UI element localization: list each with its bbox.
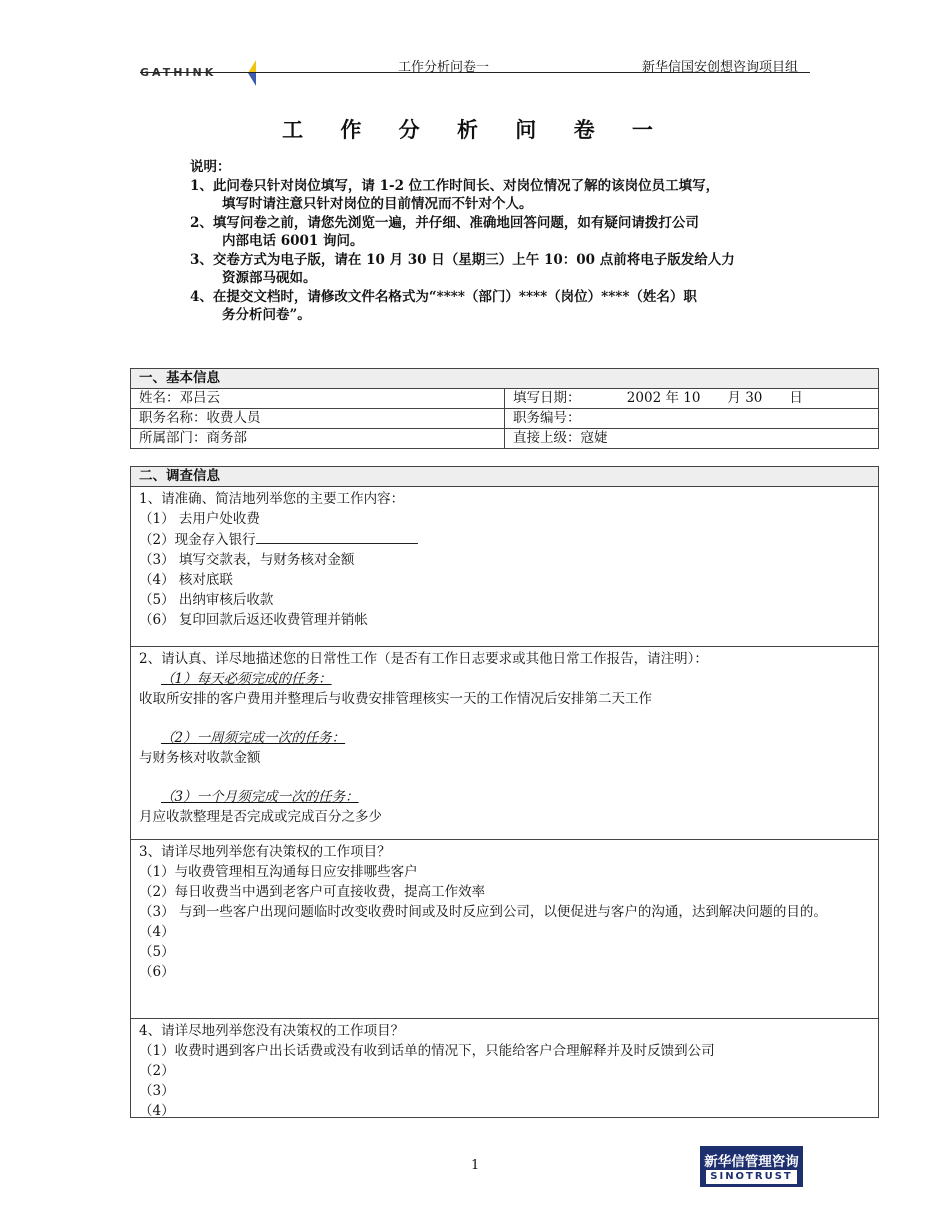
basic-info-table (130, 368, 879, 449)
logo-arrow-icon (248, 60, 264, 86)
list-item: （3） (139, 1083, 175, 1099)
blank-line (256, 529, 418, 544)
weekly-task-label: （2）一周须完成一次的任务： (161, 730, 346, 746)
list-item: （5） 出纳审核后收款 (139, 592, 274, 608)
list-item: （1）与收费管理相互沟通每日应安排哪些客户 (139, 864, 418, 880)
instruction-line: 填写时请注意只针对岗位的目前情况而不针对个人。 (222, 196, 533, 212)
list-item: （1）收费时遇到客户出长话费或没有收到话单的情况下，只能给客户合理解释并及时反馈到公司 (139, 1043, 715, 1059)
list-item: （2） (139, 1063, 175, 1079)
list-item (139, 529, 870, 550)
monthly-task-label: （3）一个月须完成一次的任务： (161, 789, 359, 805)
department-field: 所属部门：商务部 (131, 429, 505, 449)
instruction-line: 2、填写问卷之前，请您先浏览一遍，并仔细、准确地回答问题，如有疑问请拨打公司 (190, 214, 699, 231)
list-item: （1） 去用户处收费 (139, 511, 260, 527)
instructions-label: 说明： (190, 159, 231, 175)
question-4 (131, 1019, 878, 1117)
list-item: （3） 填写交款表，与财务核对金额 (139, 552, 355, 568)
question-2 (131, 647, 878, 840)
instruction-item (190, 177, 830, 214)
monthly-task-answer: 月应收款整理是否完成或完成百分之多少 (139, 809, 382, 825)
list-item: （6） 复印回款后返还收费管理并销帐 (139, 612, 368, 628)
date-value: 2002 年 10 月 30 日 (626, 390, 803, 406)
name-field: 姓名：邓吕云 (131, 389, 505, 409)
basic-info-heading: 一、基本信息 (131, 369, 879, 389)
header-project-group: 新华信国安创想咨询项目组 (642, 60, 799, 75)
instruction-line: 内部电话 6001 询问。 (222, 233, 364, 249)
question-text: 2、请认真、详尽地描述您的日常性工作（是否有工作日志要求或其他日常工作报告，请注明）： (139, 651, 708, 667)
logo-text: GATHINK (140, 66, 217, 79)
supervisor-field: 直接上级：寇婕 (505, 429, 879, 449)
sinotrust-logo (700, 1146, 803, 1187)
job-number-field: 职务编号： (505, 409, 879, 429)
header-doc-title: 工作分析问卷一 (398, 60, 490, 75)
date-field (505, 389, 879, 409)
survey-heading: 二、调查信息 (131, 467, 878, 487)
instructions (190, 158, 830, 325)
list-item: （5） (139, 944, 175, 960)
instruction-line: 4、在提交文档时，请修改文件名格式为“****（部门）****（岗位）****（姓名）职 (190, 288, 697, 305)
instruction-line: 务分析问卷”。 (222, 307, 311, 323)
question-text: 4、请详尽地列举您没有决策权的工作项目？ (139, 1023, 405, 1039)
instruction-item (190, 288, 830, 325)
daily-task-answer: 收取所安排的客户费用并整理后与收费安排管理核实一天的工作情况后安排第二天工作 (139, 691, 652, 707)
list-item: （6） (139, 964, 175, 980)
job-title-field: 职务名称：收费人员 (131, 409, 505, 429)
daily-task-label: （1）每天必须完成的任务： (161, 671, 332, 687)
instruction-line: 资源部马砚如。 (222, 270, 317, 286)
list-item: （4） (139, 1103, 175, 1119)
page-number: 1 (471, 1158, 480, 1173)
instruction-item (190, 214, 830, 251)
instruction-line: 3、交卷方式为电子版，请在 10 月 30 日（星期三）上午 10：00 点前将电子版发给人力 (190, 251, 735, 268)
logo-en-text: SINOTRUST (706, 1170, 797, 1184)
instruction-item (190, 251, 830, 288)
page-title: 工 作 分 析 问 卷 一 (282, 117, 668, 142)
list-item-text: （2）现金存入银行 (139, 532, 256, 548)
list-item: （2）每日收费当中遇到老客户可直接收费，提高工作效率 (139, 884, 486, 900)
survey-section (130, 466, 879, 1118)
question-3 (131, 840, 878, 1019)
date-label: 填写日期： (513, 390, 581, 406)
question-text: 1、请准确、简洁地列举您的主要工作内容： (139, 491, 405, 507)
question-1 (131, 487, 878, 647)
list-item: （4） (139, 924, 175, 940)
list-item: （3） 与到一些客户出现问题临时改变收费时间或及时反应到公司，以便促进与客户的沟通，达到解决问题的目的。 (139, 904, 827, 920)
weekly-task-answer: 与财务核对收款金额 (139, 750, 261, 766)
gathink-logo (140, 60, 265, 86)
question-text: 3、请详尽地列举您有决策权的工作项目？ (139, 844, 391, 860)
logo-cn-text: 新华信管理咨询 (704, 1154, 799, 1170)
list-item: （4） 核对底联 (139, 572, 233, 588)
instruction-line: 1、此问卷只针对岗位填写，请 1-2 位工作时间长、对岗位情况了解的该岗位员工填写， (190, 177, 720, 194)
